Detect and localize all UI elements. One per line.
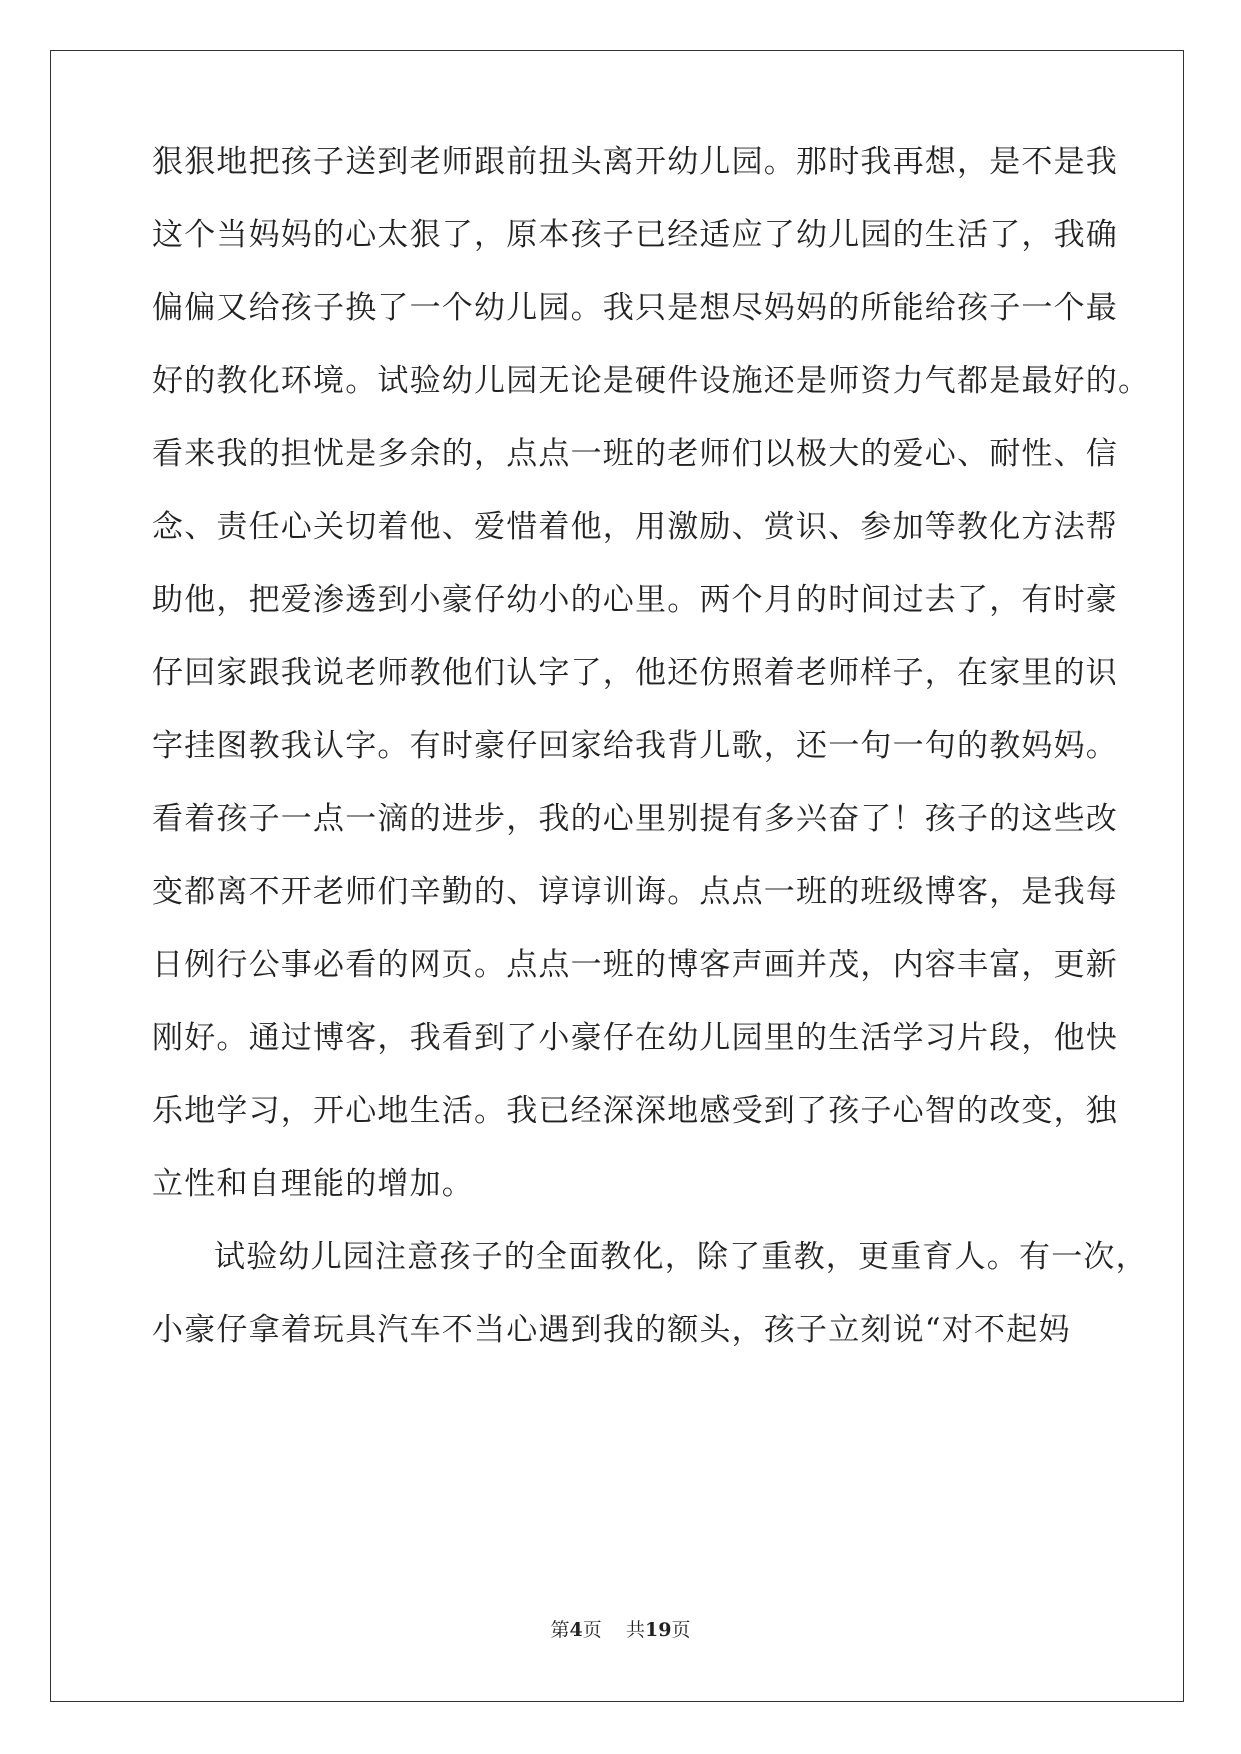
- paragraph-line: 日例行公事必看的网页。点点一班的博客声画并茂，内容丰富，更新: [152, 947, 1118, 983]
- paragraph-line: 念、责任心关切着他、爱惜着他，用激励、赏识、参加等教化方法帮: [152, 509, 1118, 545]
- paragraph-line: 试验幼儿园注意孩子的全面教化，除了重教，更重育人。有一次，: [214, 1239, 1148, 1275]
- page-number-unit: 页: [582, 1619, 602, 1641]
- page-total-prefix: 共: [625, 1619, 645, 1641]
- page-footer: [0, 1618, 1241, 1642]
- paragraph-line: 看着孩子一点一滴的进步，我的心里别提有多兴奋了！孩子的这些改: [152, 801, 1118, 837]
- paragraph-line: 这个当妈妈的心太狠了，原本孩子已经适应了幼儿园的生活了，我确: [152, 217, 1118, 253]
- page-total-unit: 页: [671, 1619, 691, 1641]
- paragraph-line: 乐地学习，开心地生活。我已经深深地感受到了孩子心智的改变，独: [152, 1093, 1118, 1129]
- paragraph-line: 字挂图教我认字。有时豪仔回家给我背儿歌，还一句一句的教妈妈。: [152, 728, 1118, 764]
- page-number-current: 4: [569, 1619, 583, 1641]
- paragraph-line: 看来我的担忧是多余的，点点一班的老师们以极大的爱心、耐性、信: [152, 436, 1118, 472]
- page-total-count: 19: [644, 1619, 672, 1641]
- paragraph-line: 好的教化环境。试验幼儿园无论是硬件设施还是师资力气都是最好的。: [152, 363, 1151, 399]
- paragraph-line: 刚好。通过博客，我看到了小豪仔在幼儿园里的生活学习片段，他快: [152, 1020, 1118, 1056]
- paragraph-line: 小豪仔拿着玩具汽车不当心遇到我的额头，孩子立刻说“对不起妈: [152, 1312, 1071, 1348]
- paragraph-line: 狠狠地把孩子送到老师跟前扭头离开幼儿园。那时我再想，是不是我: [152, 144, 1118, 180]
- paragraph-line: 助他，把爱渗透到小豪仔幼小的心里。两个月的时间过去了，有时豪: [152, 582, 1118, 618]
- paragraph-line: 仔回家跟我说老师教他们认字了，他还仿照着老师样子，在家里的识: [152, 655, 1118, 691]
- paragraph-line: 偏偏又给孩子换了一个幼儿园。我只是想尽妈妈的所能给孩子一个最: [152, 290, 1118, 326]
- paragraph-line: 立性和自理能的增加。: [152, 1166, 474, 1202]
- paragraph-line: 变都离不开老师们辛勤的、谆谆训诲。点点一班的班级博客，是我每: [152, 874, 1118, 910]
- page-number-prefix: 第: [550, 1619, 570, 1641]
